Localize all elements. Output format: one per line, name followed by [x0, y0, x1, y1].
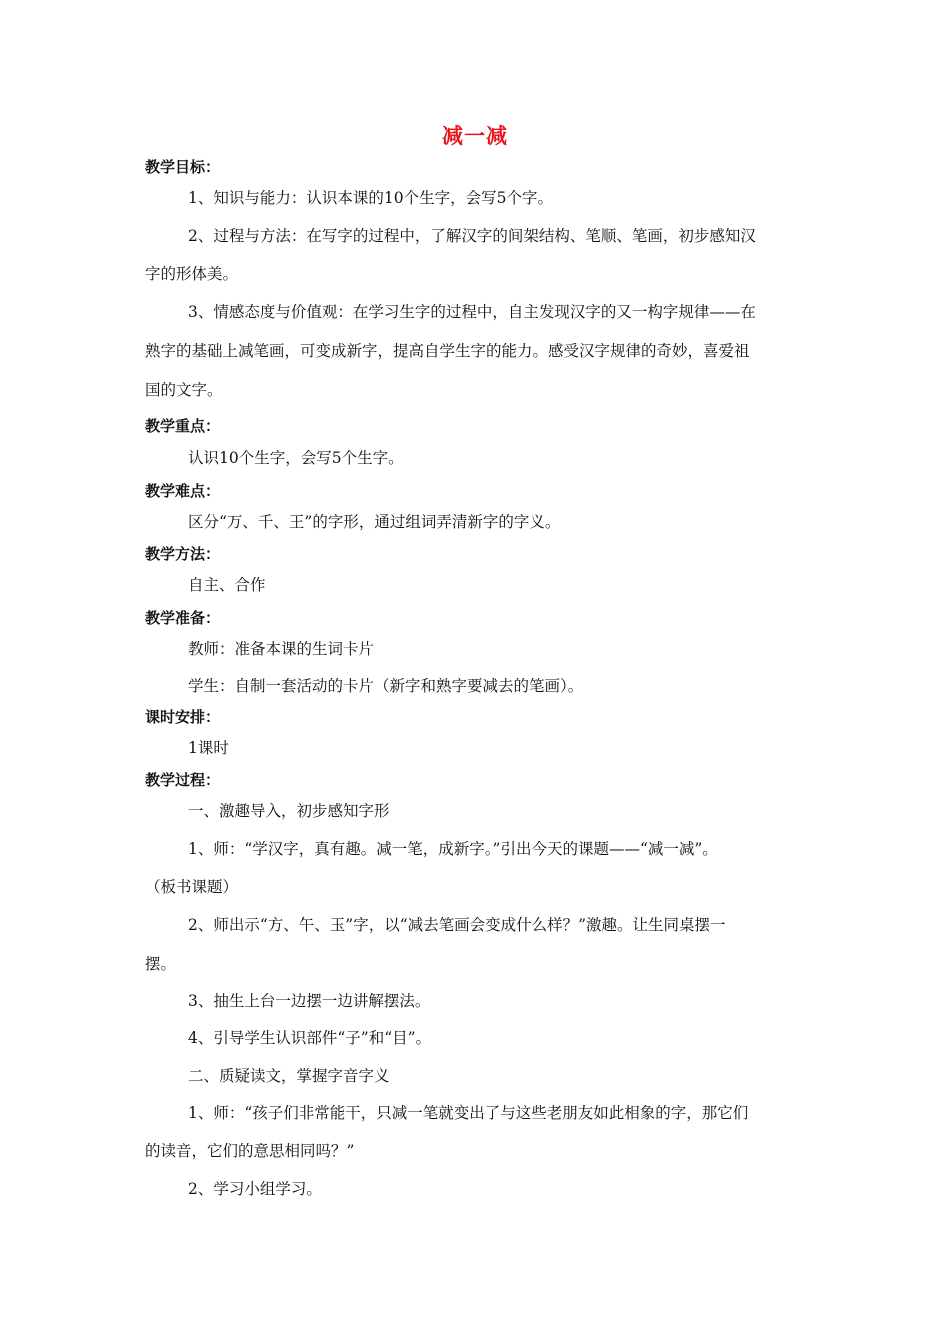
body-line: 国的文字。: [145, 381, 223, 399]
body-line: 1课时: [188, 739, 229, 757]
section-heading: 教学准备：: [145, 609, 221, 627]
body-line: 自主、合作: [188, 576, 266, 594]
body-line: （板书课题）: [145, 878, 239, 896]
section-heading: 教学过程：: [145, 771, 221, 789]
section-heading: 教学重点：: [145, 417, 221, 435]
body-line: 4、引导学生认识部件“子”和“目”。: [188, 1029, 432, 1047]
body-line: 二、质疑读文，掌握字音字义: [188, 1067, 390, 1085]
section-heading: 教学目标：: [145, 158, 221, 176]
body-line: 3、情感态度与价值观：在学习生字的过程中，自主发现汉字的又一构字规律——在: [188, 303, 756, 321]
document-title: 减一减: [442, 124, 508, 148]
body-line: 3、抽生上台一边摆一边讲解摆法。: [188, 992, 431, 1010]
body-line: 教师：准备本课的生词卡片: [188, 640, 375, 658]
body-line: 区分“万、千、王”的字形，通过组词弄清新字的字义。: [188, 513, 561, 531]
body-line: 1、知识与能力：认识本课的10个生字，会写5个字。: [188, 189, 553, 207]
body-line: 2、过程与方法：在写字的过程中，了解汉字的间架结构、笔顺、笔画，初步感知汉: [188, 227, 756, 245]
section-heading: 教学难点：: [145, 482, 221, 500]
body-line: 学生：自制一套活动的卡片（新字和熟字要减去的笔画）。: [188, 677, 584, 695]
body-line: 1、师：“学汉字，真有趣。减一笔，成新字。”引出今天的课题——“减一减”。: [188, 840, 718, 858]
body-line: 1、师：“孩子们非常能干，只减一笔就变出了与这些老朋友如此相象的字，那它们: [188, 1104, 749, 1122]
body-line: 一、激趣导入，初步感知字形: [188, 802, 390, 820]
body-line: 的读音，它们的意思相同吗？”: [145, 1142, 355, 1160]
section-heading: 课时安排：: [145, 708, 221, 726]
body-line: 摆。: [145, 955, 177, 973]
body-line: 2、学习小组学习。: [188, 1180, 322, 1198]
body-line: 熟字的基础上减笔画，可变成新字，提高自学生字的能力。感受汉字规律的奇妙，喜爱祖: [145, 342, 750, 360]
section-heading: 教学方法：: [145, 545, 221, 563]
body-line: 2、师出示“方、午、玉”字，以“减去笔画会变成什么样？”激趣。让生同桌摆一: [188, 916, 726, 934]
body-line: 认识10个生字，会写5个生字。: [188, 449, 404, 467]
body-line: 字的形体美。: [145, 265, 239, 283]
